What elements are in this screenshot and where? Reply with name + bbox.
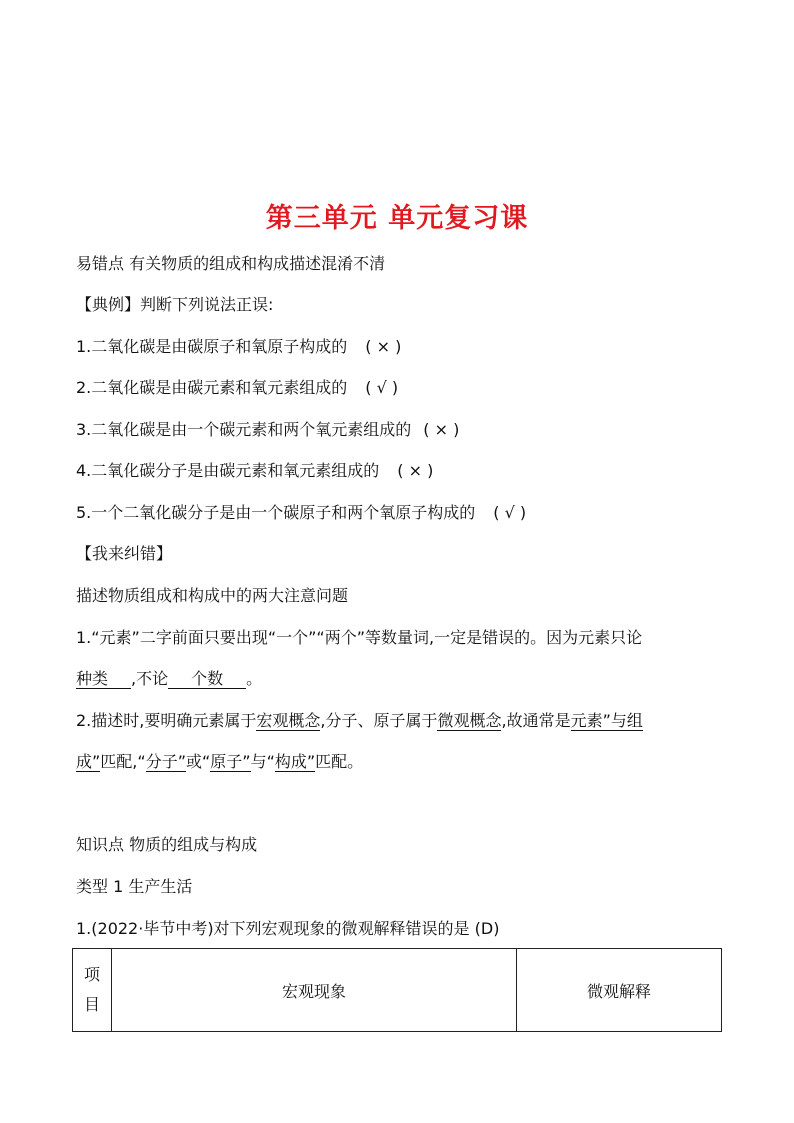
statement-answer: ( × ) — [423, 420, 460, 439]
statement-2 — [76, 378, 398, 398]
point-1-line-1: 1.“元素”二字前面只要出现“一个”“两个”等数量词,一定是错误的。因为元素只论 — [76, 628, 643, 647]
statement-text: 4.二氧化碳分子是由碳元素和氧元素组成的 — [76, 461, 380, 480]
text-fragment: 匹配。 — [315, 752, 364, 771]
correction-label: 【我来纠错】 — [76, 544, 173, 563]
underlined-term: 分子” — [145, 752, 186, 771]
table-header-item — [73, 949, 112, 1032]
statement-answer: ( × ) — [397, 461, 434, 480]
text-fragment: 或“ — [185, 752, 211, 771]
header-text: 目 — [83, 995, 100, 1014]
text-fragment: 与“ — [250, 752, 275, 771]
statement-text: 3.二氧化碳是由一个碳元素和两个氧元素组成的 — [76, 420, 412, 439]
example-label: 【典例】判断下列说法正误: — [76, 295, 274, 314]
answer-blank: 种类 — [76, 670, 131, 689]
underlined-term: 微观概念 — [437, 711, 502, 730]
underlined-term: 原子” — [210, 752, 251, 771]
mistake-heading: 易错点 有关物质的组成和构成描述混淆不清 — [76, 254, 386, 273]
text-fragment: 2.描述时,要明确元素属于 — [76, 711, 257, 730]
type-heading: 类型 1 生产生活 — [76, 877, 193, 896]
text-fragment: 。 — [246, 669, 263, 688]
statement-answer: ( √ ) — [493, 503, 527, 522]
statement-text: 1.二氧化碳是由碳原子和氧原子构成的 — [76, 337, 348, 356]
statement-4 — [76, 461, 433, 481]
text-fragment: ,故通常是 — [501, 711, 571, 730]
statement-text: 2.二氧化碳是由碳元素和氧元素组成的 — [76, 378, 348, 397]
answer-blank: 个数 — [168, 670, 246, 689]
statement-1 — [76, 337, 401, 357]
correction-intro: 描述物质组成和构成中的两大注意问题 — [76, 586, 349, 605]
statement-5 — [76, 503, 526, 523]
knowledge-heading: 知识点 物质的组成与构成 — [76, 835, 258, 854]
underlined-term: 成” — [76, 752, 101, 771]
page-title: 第三单元 单元复习课 — [265, 203, 529, 234]
statement-answer: ( √ ) — [365, 378, 399, 397]
text-fragment: ,分子、原子属于 — [320, 711, 438, 730]
question-table — [72, 948, 722, 1032]
point-2-line-2 — [76, 752, 363, 772]
underlined-term: 元素”与组 — [570, 711, 643, 730]
table-header-explanation: 微观解释 — [517, 949, 722, 1032]
statement-text: 5.一个二氧化碳分子是由一个碳原子和两个氧原子构成的 — [76, 503, 476, 522]
text-fragment: ,不论 — [131, 669, 169, 688]
question-1: 1.(2022·毕节中考)对下列宏观现象的微观解释错误的是 (D) — [76, 919, 500, 938]
table-header-row — [73, 949, 722, 1032]
table-header-phenomenon: 宏观现象 — [112, 949, 517, 1032]
text-fragment: 匹配,“ — [100, 752, 146, 771]
statement-3 — [76, 420, 459, 440]
statement-answer: ( × ) — [365, 337, 402, 356]
point-2-line-1 — [76, 711, 643, 731]
underlined-term: 宏观概念 — [256, 711, 321, 730]
header-text: 项 — [83, 965, 100, 984]
point-1-line-2 — [76, 669, 262, 689]
underlined-term: 构成” — [274, 752, 316, 771]
